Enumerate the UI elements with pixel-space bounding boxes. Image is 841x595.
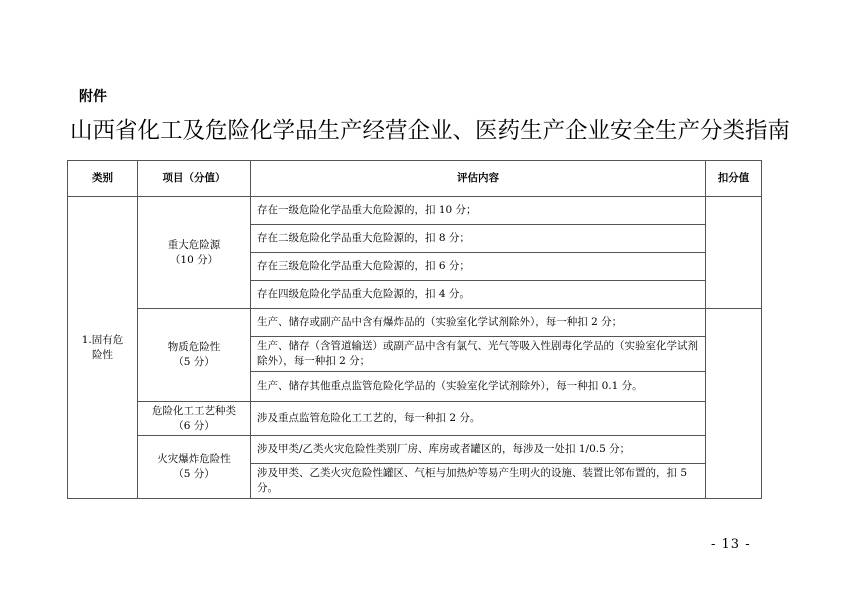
content-cell: 涉及甲类/乙类火灾危险性类别厂房、库房或者罐区的，每涉及一处扣 1/0.5 分； [251,436,706,464]
item-name: 物质危险性 [167,341,221,353]
category-label-line1: 1.固有危 [81,333,124,346]
content-cell: 生产、储存其他重点监管危险化学品的（实验室化学试剂除外），每一种扣 0.1 分。 [251,372,706,402]
header-deduction: 扣分值 [706,161,762,197]
item-cell-fire-explosion [138,436,251,499]
table-row [68,402,762,436]
item-name: 危险化工工艺种类 [152,404,236,417]
item-score: （10 分） [169,253,219,266]
attachment-label: 附件 [79,89,107,105]
item-score: （5 分） [173,468,215,480]
item-cell-major-hazard [138,197,251,309]
table-row [68,197,762,225]
content-cell: 生产、储存（含管道输送）或副产品中含有氯气、光气等吸入性剧毒化学品的（实验室化学试剂除外），每一种扣 2 分； [251,337,706,372]
classification-table [67,160,762,499]
content-cell: 存在一级危险化学品重大危险源的，扣 10 分； [251,197,706,225]
header-category: 类别 [68,161,138,197]
content-cell: 生产、储存或副产品中含有爆炸品的（实验室化学试剂除外），每一种扣 2 分； [251,309,706,337]
item-score: （6 分） [173,419,215,432]
content-cell: 存在三级危险化学品重大危险源的，扣 6 分； [251,253,706,281]
content-cell: 存在二级危险化学品重大危险源的，扣 8 分； [251,225,706,253]
item-name: 火灾爆炸危险性 [157,453,231,465]
item-cell-substance-hazard [138,309,251,402]
category-cell [68,197,138,499]
header-content: 评估内容 [251,161,706,197]
document-title: 山西省化工及危险化学品生产经营企业、医药生产企业安全生产分类指南 [70,118,791,144]
content-cell: 涉及重点监管危险化工工艺的，每一种扣 2 分。 [251,402,706,436]
header-item: 项目（分值） [138,161,251,197]
item-cell-process-type [138,402,251,436]
item-name: 重大危险源 [167,238,221,251]
item-score: （5 分） [173,356,215,368]
content-cell: 存在四级危险化学品重大危险源的，扣 4 分。 [251,281,706,309]
table-row [68,436,762,464]
table-header-row [68,161,762,197]
content-cell: 涉及甲类、乙类火灾危险性罐区、气柜与加热炉等易产生明火的设施、装置比邻布置的，扣 5 分。 [251,464,706,499]
category-label-line2: 险性 [92,348,113,361]
page-number: - 13 - [711,537,751,552]
deduction-cell[interactable] [706,309,762,499]
table-row [68,309,762,337]
deduction-cell[interactable] [706,197,762,309]
